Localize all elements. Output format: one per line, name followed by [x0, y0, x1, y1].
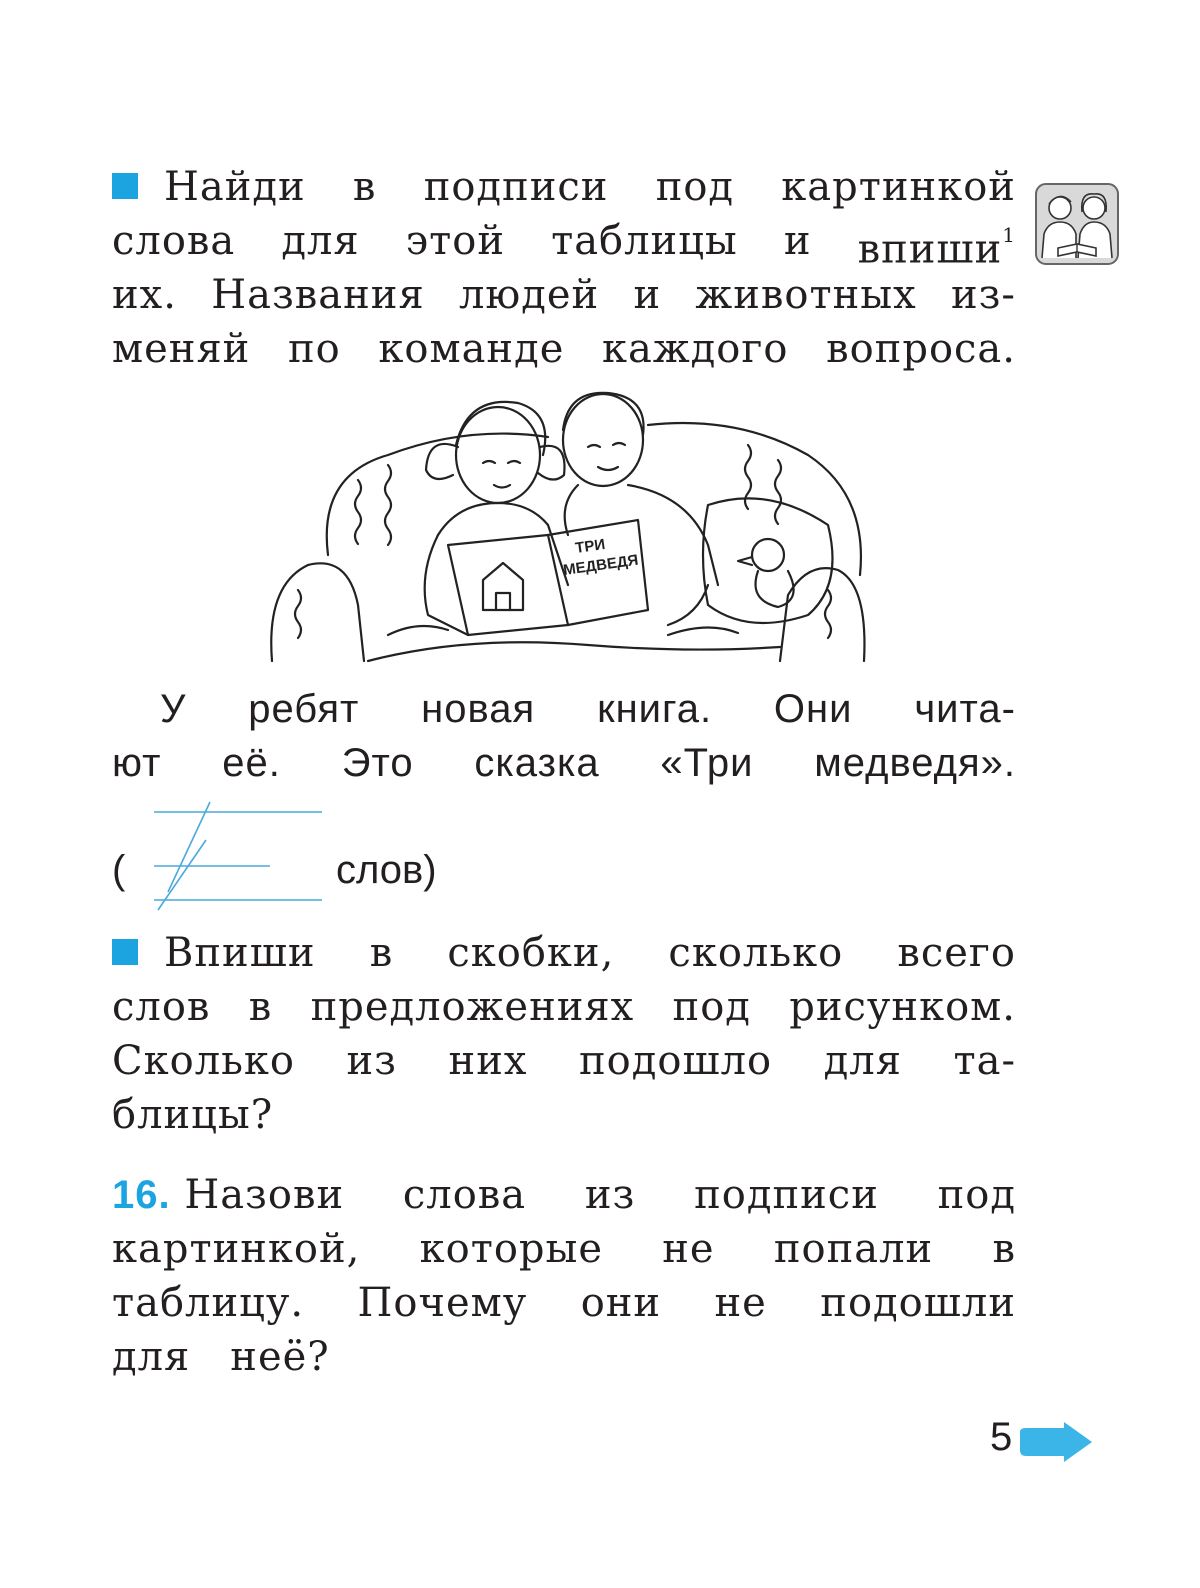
exercise16-line-2: картинкой, которые не попали в — [112, 1226, 1016, 1272]
square-bullet-icon — [112, 939, 138, 965]
task1-line-2: слова для этой таблицы и впиши$^1$ — [112, 218, 1016, 273]
next-page-arrow-icon[interactable] — [1018, 1422, 1094, 1462]
task2-line-2: слов в предложениях под рисунком. — [112, 984, 1016, 1030]
picture-caption — [112, 682, 1016, 790]
task1-line-3: их. Названия людей и животных из- — [112, 272, 1016, 318]
exercise-number: 16. — [112, 1173, 171, 1217]
children-reading-illustration — [268, 385, 868, 667]
exercise16-line-3: таблицу. Почему они не подошли — [112, 1280, 1016, 1326]
writing-lines[interactable] — [148, 800, 328, 915]
book-title-line-1: ТРИ — [574, 535, 607, 557]
pair-work-icon — [1034, 182, 1120, 266]
exercise16-line-4: для неё? — [112, 1334, 330, 1380]
exercise-16 — [112, 1168, 1016, 1384]
words-label: слов) — [336, 848, 437, 892]
task1-paragraph — [112, 160, 1016, 376]
book-title-line-2: МЕДВЕДЯ — [562, 551, 640, 579]
task1-line-1: Найди в подписи под картинкой — [112, 160, 1016, 214]
task1-line-4: меняй по команде каждого вопроса. — [112, 326, 1016, 372]
exercise16-line-1: 16. Назови слова из подписи под — [112, 1172, 1016, 1218]
caption-line-1: У ребят новая книга. Они чита- — [160, 687, 1016, 731]
task2-line-3: Сколько из них подошло для та- — [112, 1038, 1016, 1084]
open-paren: ( — [112, 848, 126, 892]
square-bullet-icon — [112, 173, 138, 199]
word-count-row — [112, 800, 562, 920]
caption-line-2: ют её. Это сказка «Три медведя». — [112, 741, 1016, 785]
task2-line-1: Впиши в скобки, сколько всего — [112, 926, 1016, 980]
page-number: 5 — [990, 1415, 1013, 1459]
task2-paragraph — [112, 926, 1016, 1142]
task2-line-4: блицы? — [112, 1092, 274, 1138]
footnote-mark: 1 — [1002, 223, 1016, 247]
